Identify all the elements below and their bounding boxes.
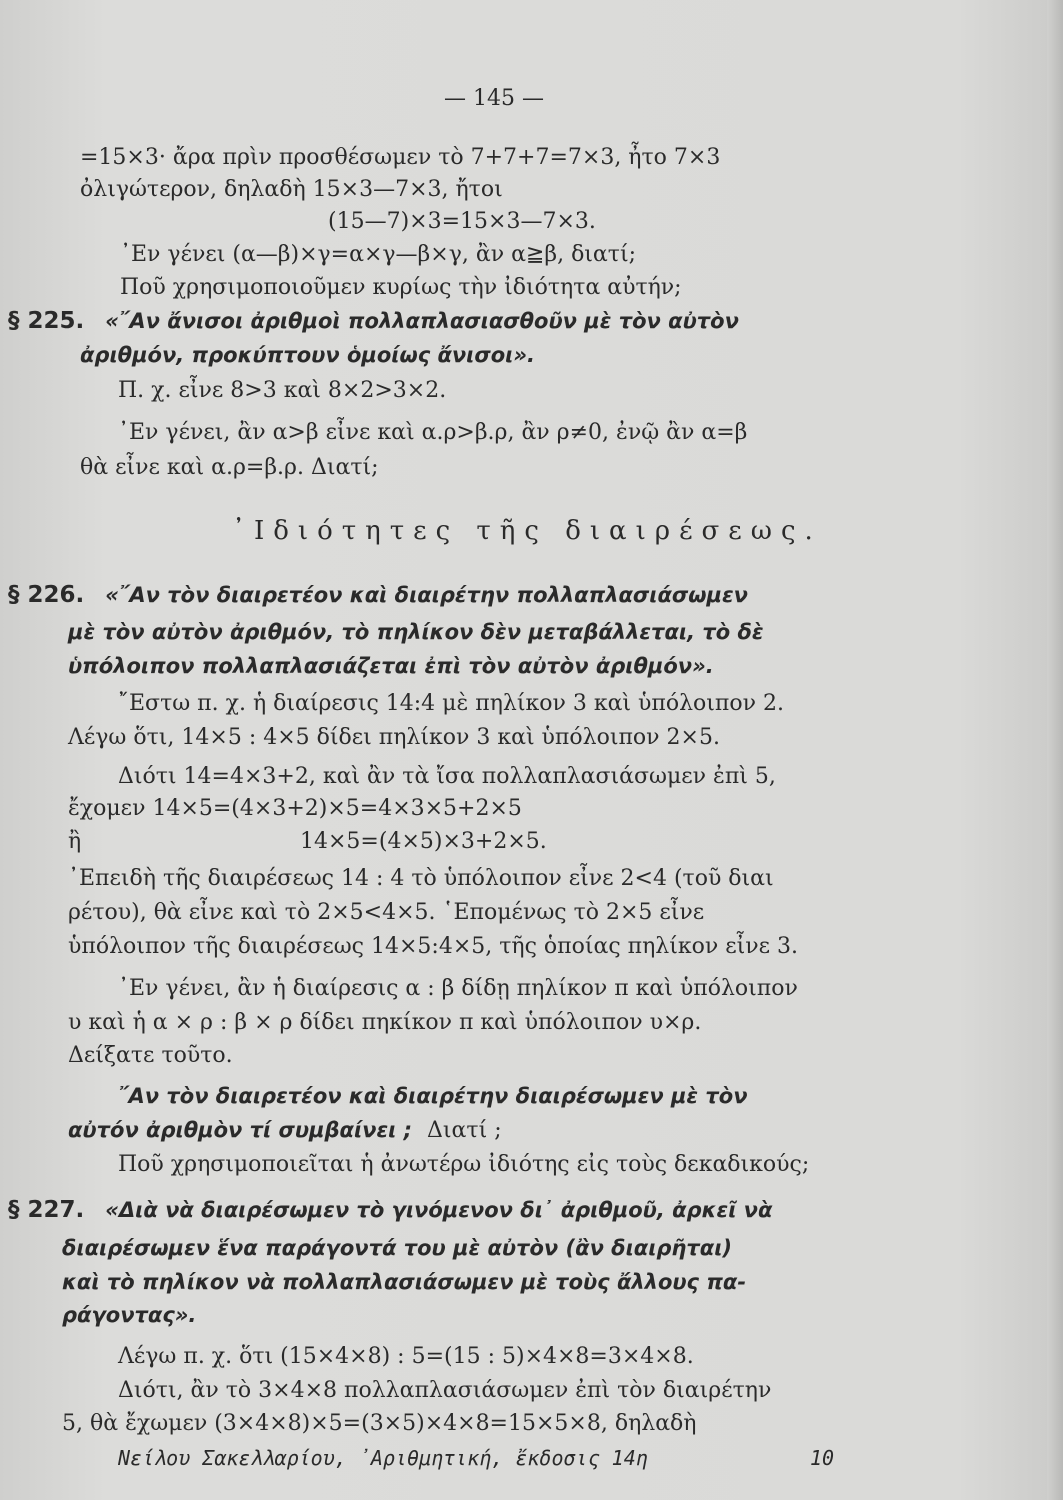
question-text: αὐτόν ἀριθμὸν τί συμβαίνει ; <box>68 1118 413 1142</box>
rule-text: «῎Αν τὸν διαιρετέον καὶ διαιρέτην πολλαπλασιάσωμεν <box>105 583 748 607</box>
text-line: Δείξατε τοῦτο. <box>68 1043 233 1068</box>
rule-text: διαιρέσωμεν ἕνα παράγοντά του μὲ αὐτὸν (ἂν διαιρῆται) <box>62 1236 732 1260</box>
text-line: ῎Εστω π. χ. ἡ διαίρεσις 14:4 μὲ πηλίκον 3 καὶ ὑπόλοιπον 2. <box>118 691 784 716</box>
text-line: ᾿Εν γένει, ἂν α>β εἶνε καὶ α.ρ>β.ρ, ἂν ρ≠0, ἐνῷ ἂν α=β <box>118 420 748 445</box>
question-line <box>68 1115 502 1146</box>
text-line: ᾿Επειδὴ τῆς διαιρέσεως 14 : 4 τὸ ὑπόλοιπον εἶνε 2<4 (τοῦ διαι <box>68 866 774 891</box>
text-line: υ καὶ ἡ α × ρ : β × ρ δίδει πηκίκον π καὶ ὑπόλοιπον υ×ρ. <box>68 1010 702 1035</box>
text-line: Ποῦ χρησιμοποιεῖται ἡ ἀνωτέρω ἰδιότης εἰς τοὺς δεκαδικούς; <box>118 1152 810 1177</box>
rule-text: ράγοντας». <box>62 1303 197 1327</box>
text-line: Διότι, ἂν τὸ 3×4×8 πολλαπλασιάσωμεν ἐπὶ τὸν διαιρέτην <box>118 1378 772 1403</box>
rule-text: «Διὰ νὰ διαιρέσωμεν τὸ γινόμενον δι᾿ ἀριθμοῦ, ἀρκεῖ νὰ <box>105 1198 773 1222</box>
footer-sheet-number: 10 <box>810 1446 835 1470</box>
text-line: ὑπόλοιπον τῆς διαιρέσεως 14×5:4×5, τῆς ὁποίας πηλίκον εἶνε 3. <box>68 934 798 959</box>
page-edge <box>1047 0 1063 1500</box>
rule-text: ἀριθμόν, προκύπτουν ὁμοίως ἄνισοι». <box>80 343 535 367</box>
text-line: ὀλιγώτερον, δηλαδὴ 15×3—7×3, ἤτοι <box>80 177 503 202</box>
rule-text: μὲ τὸν αὐτὸν ἀριθμόν, τὸ πηλίκον δὲν μεταβάλλεται, τὸ δὲ <box>68 620 764 644</box>
section-227 <box>8 1195 772 1226</box>
section-number: § 225. <box>8 308 85 334</box>
question-text: ῎Αν τὸν διαιρετέον καὶ διαιρέτην διαιρέσωμεν μὲ τὸν <box>118 1084 748 1108</box>
rule-text: ὑπόλοιπον πολλαπλασιάζεται ἐπὶ τὸν αὐτὸν ἀριθμόν». <box>68 654 714 678</box>
section-226 <box>8 580 748 611</box>
text-line: ᾿Εν γένει, ἂν ἡ διαίρεσις α : β δίδῃ πηλίκον π καὶ ὑπόλοιπον <box>118 976 798 1001</box>
page-number: — 145 — <box>444 86 544 111</box>
text-line: ρέτου), θὰ εἶνε καὶ τὸ 2×5<4×5. ῾Επομένως τὸ 2×5 εἶνε <box>68 900 705 925</box>
section-225 <box>8 306 739 337</box>
text-line: 5, θὰ ἔχωμεν (3×4×8)×5=(3×5)×4×8=15×5×8, δηλαδὴ <box>62 1411 697 1436</box>
section-number: § 226. <box>8 582 85 608</box>
equation-line: 14×5=(4×5)×3+2×5. <box>300 829 547 854</box>
rule-text: «῎Αν ἄνισοι ἀριθμοὶ πολλαπλασιασθοῦν μὲ τὸν αὐτὸν <box>105 309 739 333</box>
text-line: Διότι 14=4×3+2, καὶ ἂν τὰ ἴσα πολλαπλασιάσωμεν ἐπὶ 5, <box>118 764 776 789</box>
equation-line: (15—7)×3=15×3—7×3. <box>328 209 596 234</box>
question-suffix: Διατί ; <box>427 1118 502 1143</box>
text-line: =15×3· ἄρα πρὶν προσθέσωμεν τὸ 7+7+7=7×3, ἦτο 7×3 <box>80 145 721 170</box>
text-line: Ποῦ χρησιμοποιοῦμεν κυρίως τὴν ἰδιότητα αὐτήν; <box>120 275 682 300</box>
rule-text: καὶ τὸ πηλίκον νὰ πολλαπλασιάσωμεν μὲ τοὺς ἄλλους πα- <box>62 1270 747 1294</box>
section-number: § 227. <box>8 1197 85 1223</box>
text-line: ἔχομεν 14×5=(4×3+2)×5=4×3×5+2×5 <box>68 796 522 821</box>
section-heading: ᾿Ιδιότητες τῆς διαιρέσεως. <box>232 516 822 546</box>
text-line: ἢ <box>68 829 82 854</box>
text-line: θὰ εἶνε καὶ α.ρ=β.ρ. Διατί; <box>80 455 379 480</box>
footer-credit: Νείλου Σακελλαρίου, ᾿Αριθμητική, ἔκδοσις 14η <box>118 1446 648 1470</box>
text-line: Λέγω ὅτι, 14×5 : 4×5 δίδει πηλίκον 3 καὶ ὑπόλοιπον 2×5. <box>68 725 720 750</box>
text-line: ᾿Εν γένει (α—β)×γ=α×γ—β×γ, ἂν α≧β, διατί; <box>120 242 637 267</box>
text-line: Λέγω π. χ. ὅτι (15×4×8) : 5=(15 : 5)×4×8=3×4×8. <box>118 1344 694 1369</box>
text-line: Π. χ. εἶνε 8>3 καὶ 8×2>3×2. <box>118 378 447 403</box>
